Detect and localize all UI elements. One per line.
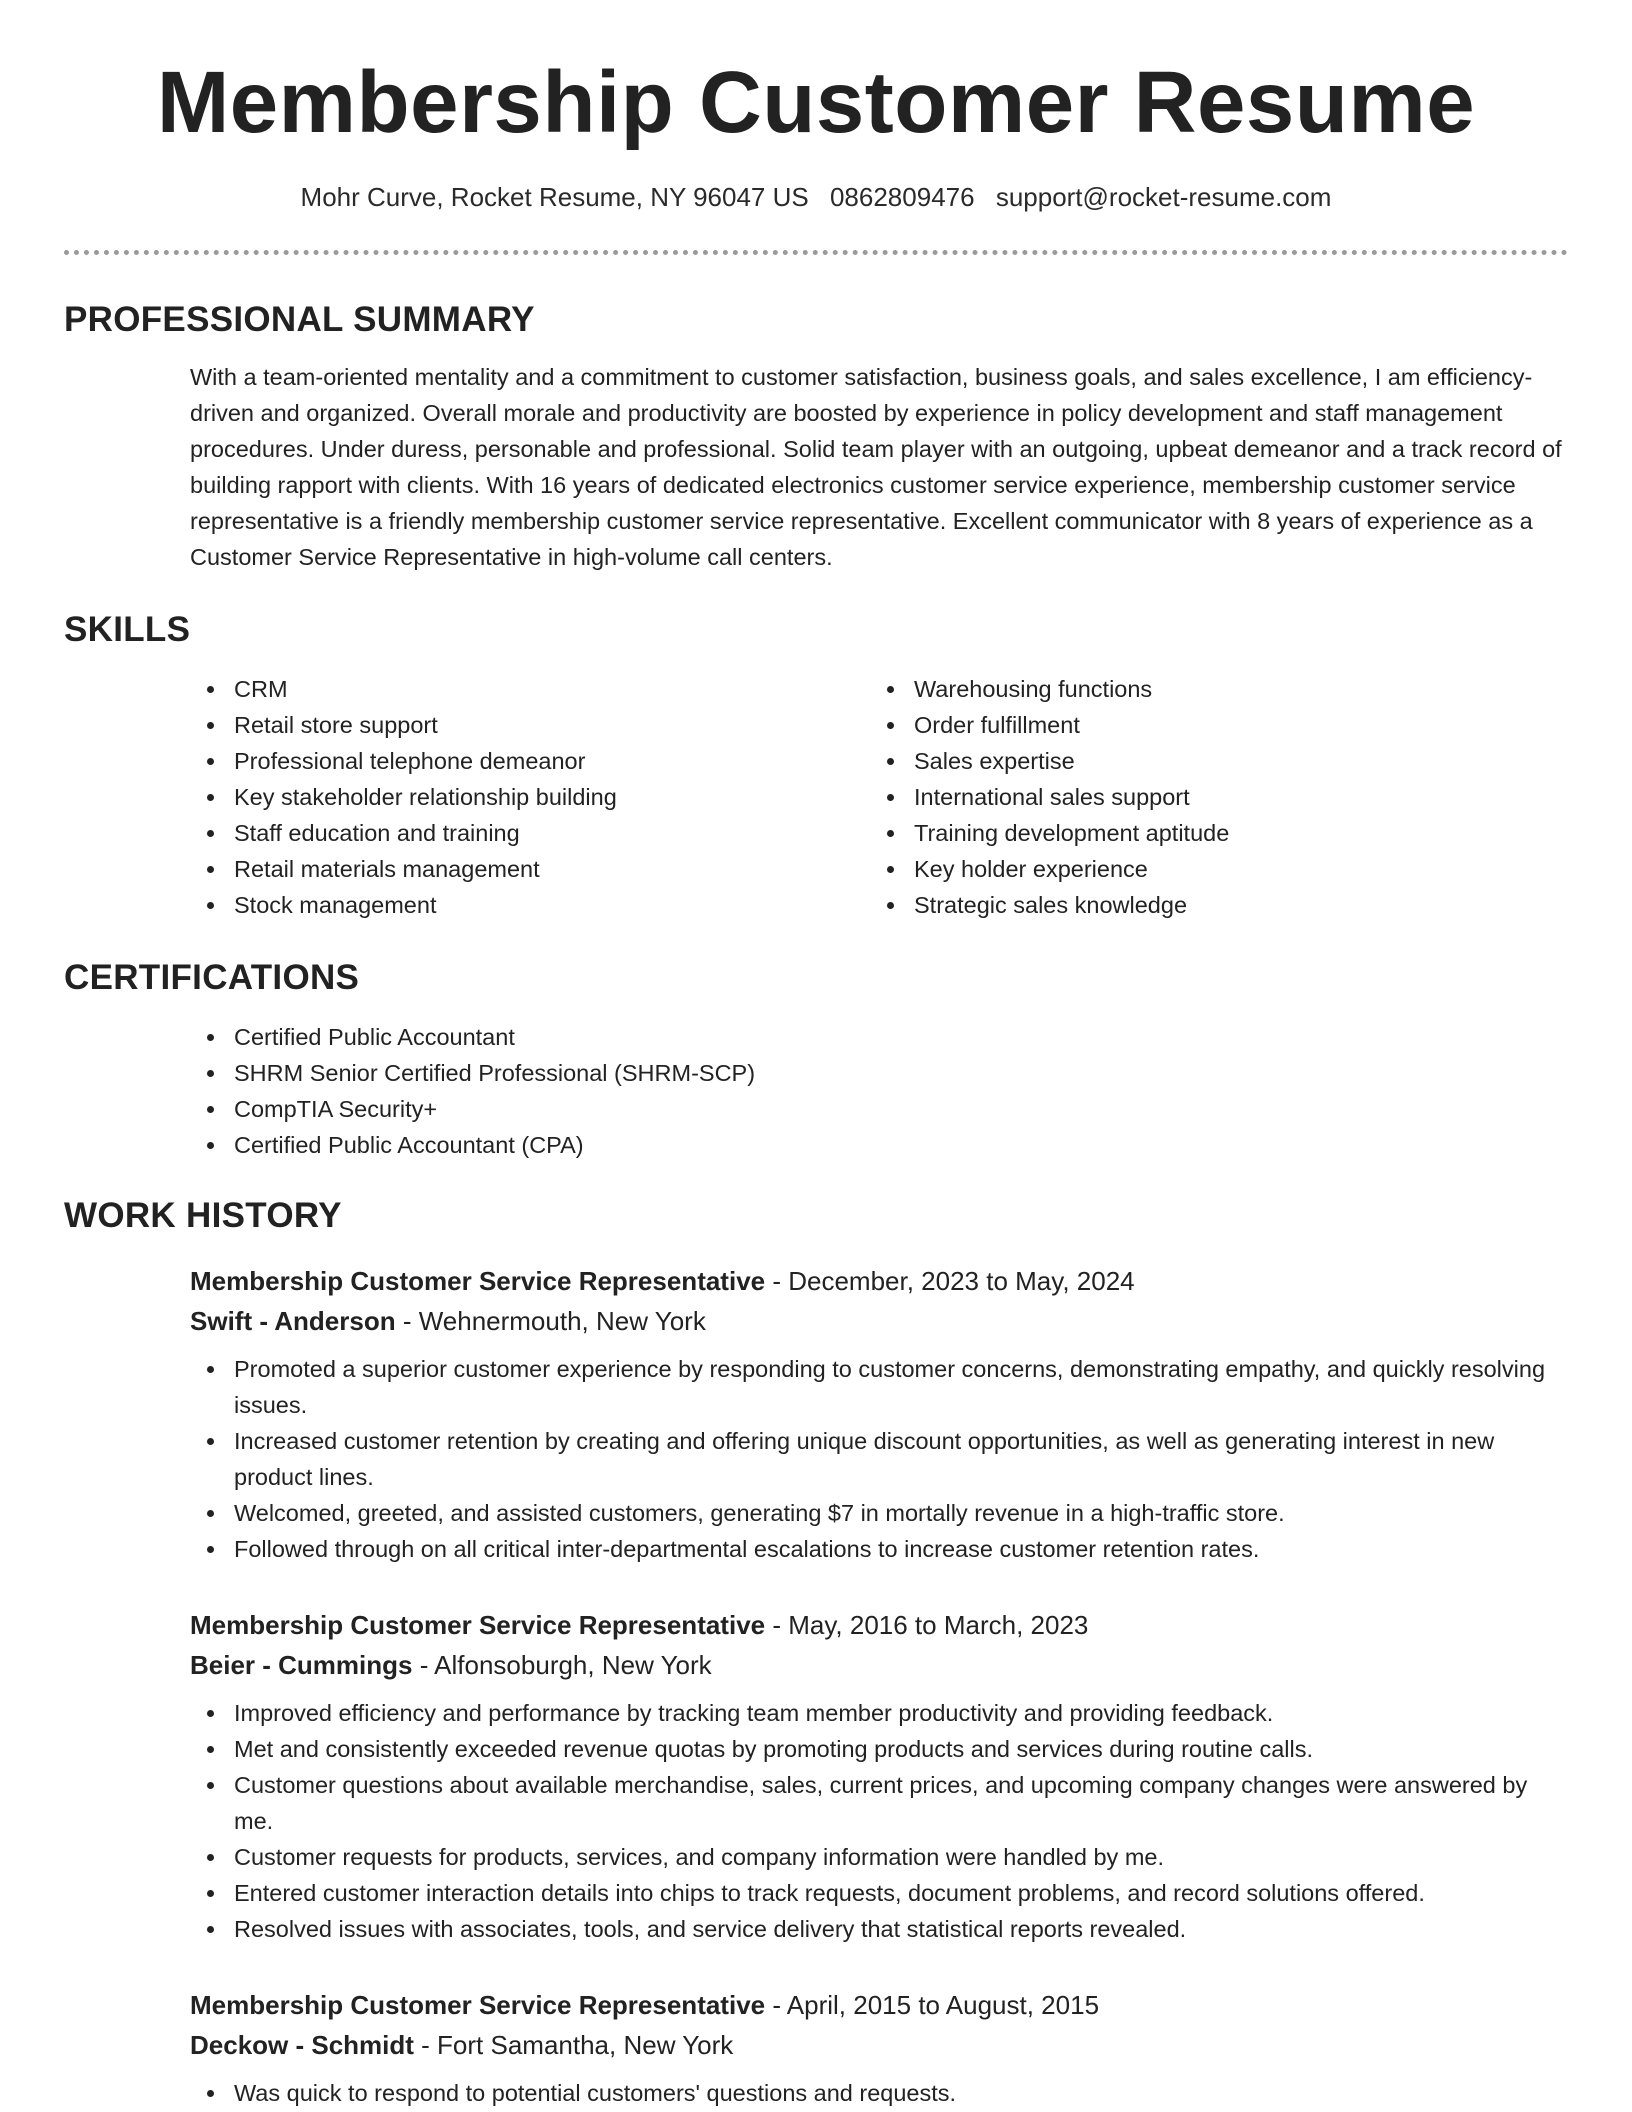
skills-heading: SKILLS — [64, 610, 191, 649]
job-entry — [190, 1985, 1570, 2111]
job-company: Beier - Cummings — [190, 1650, 413, 1680]
skill-item: Retail store support — [190, 707, 870, 743]
job-entry — [190, 1261, 1570, 1567]
skill-item: CRM — [190, 671, 870, 707]
summary-text: With a team-oriented mentality and a commitment to customer satisfaction, business goals, and sales excellence, I am efficiency-driven and organized. Overall morale and productivity are boosted by experience in policy development and staff management procedures. Under duress, personable and professional. Solid team player with an outgoing, upbeat demeanor and a track record of building rapport with clients. With 16 years of dedicated electronics customer service experience, membership customer service representative is a friendly membership customer service representative. Excellent communicator with 8 years of experience as a Customer Service Representative in high-volume call centers. — [190, 364, 1562, 570]
job-dates: - May, 2016 to March, 2023 — [765, 1610, 1089, 1640]
job-company-line — [190, 1301, 1570, 1341]
certifications-heading: CERTIFICATIONS — [64, 958, 360, 997]
job-role: Membership Customer Service Representative — [190, 1266, 766, 1296]
skill-item: Professional telephone demeanor — [190, 743, 870, 779]
job-location: - Wehnermouth, New York — [395, 1306, 706, 1336]
contact-address: Mohr Curve, Rocket Resume, NY 96047 US — [300, 182, 809, 212]
skills-section — [64, 609, 1568, 923]
summary-section — [64, 299, 1568, 575]
skills-list-right — [870, 671, 1550, 923]
resume-title: Membership Customer Resume — [156, 54, 1476, 151]
job-bullet: Customer requests for products, services, and company information were handled by me. — [190, 1839, 1570, 1875]
job-dates: - April, 2015 to August, 2015 — [765, 1990, 1100, 2020]
job-title-line — [190, 1985, 1570, 2025]
job-location: - Fort Samantha, New York — [413, 2030, 734, 2060]
skills-columns — [64, 671, 1568, 923]
skill-item: International sales support — [870, 779, 1550, 815]
skill-item: Retail materials management — [190, 851, 870, 887]
job-bullet: Improved efficiency and performance by tracking team member productivity and providing feedback. — [190, 1695, 1570, 1731]
certifications-list — [64, 1019, 1568, 1163]
job-company-line — [190, 2025, 1570, 2065]
skill-item: Warehousing functions — [870, 671, 1550, 707]
job-bullet: Entered customer interaction details into chips to track requests, document problems, and record solutions offered. — [190, 1875, 1570, 1911]
job-entry — [190, 1605, 1570, 1947]
job-title-line — [190, 1261, 1570, 1301]
job-company: Deckow - Schmidt — [190, 2030, 414, 2060]
work-history-section — [64, 1195, 1568, 1237]
skill-item: Key stakeholder relationship building — [190, 779, 870, 815]
skill-item: Strategic sales knowledge — [870, 887, 1550, 923]
work-history-heading: WORK HISTORY — [64, 1196, 342, 1235]
contact-email: support@rocket-resume.com — [995, 182, 1332, 212]
skill-item: Key holder experience — [870, 851, 1550, 887]
job-dates: - December, 2023 to May, 2024 — [765, 1266, 1135, 1296]
job-bullet: Promoted a superior customer experience by responding to customer concerns, demonstrating empathy, and quickly resolving issues. — [190, 1351, 1570, 1423]
job-bullet: Followed through on all critical inter-departmental escalations to increase customer retention rates. — [190, 1531, 1570, 1567]
job-bullet: Increased customer retention by creating and offering unique discount opportunities, as well as generating interest in new product lines. — [190, 1423, 1570, 1495]
job-bullets — [190, 2075, 1570, 2111]
job-company-line — [190, 1645, 1570, 1685]
skill-item: Training development aptitude — [870, 815, 1550, 851]
certification-item: CompTIA Security+ — [190, 1091, 1568, 1127]
skill-item: Order fulfillment — [870, 707, 1550, 743]
job-title-line — [190, 1605, 1570, 1645]
header-divider — [64, 250, 1568, 255]
skill-item: Staff education and training — [190, 815, 870, 851]
job-bullet: Welcomed, greeted, and assisted customers, generating $7 in mortally revenue in a high-traffic store. — [190, 1495, 1570, 1531]
job-location: - Alfonsoburgh, New York — [412, 1650, 712, 1680]
job-company: Swift - Anderson — [190, 1306, 396, 1336]
job-role: Membership Customer Service Representative — [190, 1990, 766, 2020]
contact-phone: 0862809476 — [829, 182, 975, 212]
job-role: Membership Customer Service Representative — [190, 1610, 766, 1640]
job-bullet: Customer questions about available merchandise, sales, current prices, and upcoming company changes were answered by me. — [190, 1767, 1570, 1839]
certification-item: SHRM Senior Certified Professional (SHRM-SCP) — [190, 1055, 1568, 1091]
certifications-section — [64, 957, 1568, 1163]
contact-line — [0, 180, 1632, 214]
summary-heading: PROFESSIONAL SUMMARY — [64, 300, 535, 339]
job-bullets — [190, 1695, 1570, 1947]
skills-list-left — [190, 671, 870, 923]
job-bullet: Was quick to respond to potential customers' questions and requests. — [190, 2075, 1570, 2111]
job-bullets — [190, 1351, 1570, 1567]
job-bullet: Met and consistently exceeded revenue quotas by promoting products and services during routine calls. — [190, 1731, 1570, 1767]
certification-item: Certified Public Accountant — [190, 1019, 1568, 1055]
skill-item: Stock management — [190, 887, 870, 923]
job-bullet: Resolved issues with associates, tools, and service delivery that statistical reports revealed. — [190, 1911, 1570, 1947]
certification-item: Certified Public Accountant (CPA) — [190, 1127, 1568, 1163]
skill-item: Sales expertise — [870, 743, 1550, 779]
